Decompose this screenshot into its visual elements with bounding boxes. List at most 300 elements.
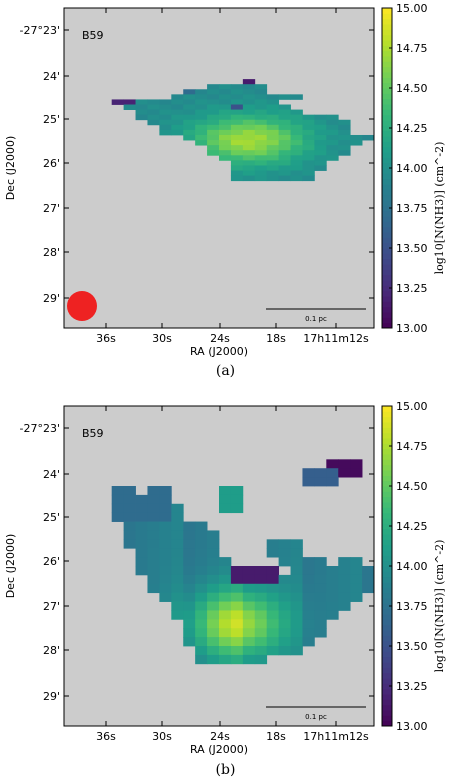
heatmap-cell bbox=[136, 548, 148, 557]
heatmap-cell bbox=[159, 130, 171, 135]
colorbar-segment bbox=[382, 189, 392, 195]
colorbar-tick-label: 13.75 bbox=[396, 600, 428, 613]
colorbar-tick-label: 13.00 bbox=[396, 720, 428, 733]
heatmap-cell bbox=[314, 130, 326, 135]
heatmap-cell bbox=[136, 495, 148, 504]
heatmap-cell bbox=[207, 115, 219, 120]
heatmap-cell bbox=[147, 584, 159, 593]
heatmap-cell bbox=[231, 566, 243, 575]
heatmap-cell bbox=[291, 584, 303, 593]
heatmap-cell bbox=[124, 486, 136, 495]
x-axis-label: RA (J2000) bbox=[189, 345, 249, 358]
heatmap-cell bbox=[207, 110, 219, 115]
heatmap-cell bbox=[219, 655, 231, 664]
x-tick-label: 24s bbox=[210, 730, 230, 743]
heatmap-cell bbox=[219, 130, 231, 135]
heatmap-cell bbox=[171, 120, 183, 125]
heatmap-cell bbox=[183, 628, 195, 637]
heatmap-cell bbox=[302, 160, 314, 165]
heatmap-cell bbox=[279, 619, 291, 628]
heatmap-cell bbox=[243, 125, 255, 130]
heatmap-cell bbox=[267, 637, 279, 646]
heatmap-cell bbox=[207, 99, 219, 104]
heatmap-cell bbox=[338, 120, 350, 125]
heatmap-cell bbox=[362, 584, 374, 593]
heatmap-cell bbox=[326, 115, 338, 120]
heatmap-cell bbox=[255, 610, 267, 619]
heatmap-cell bbox=[279, 120, 291, 125]
heatmap-cell bbox=[183, 522, 195, 531]
heatmap-cell bbox=[207, 548, 219, 557]
heatmap-cell bbox=[314, 125, 326, 130]
heatmap-cell bbox=[207, 130, 219, 135]
heatmap-cell bbox=[231, 160, 243, 165]
heatmap-cell bbox=[219, 155, 231, 160]
heatmap-cell bbox=[267, 610, 279, 619]
colorbar-segment bbox=[382, 433, 392, 439]
plot-area bbox=[64, 8, 374, 328]
heatmap-cell bbox=[147, 548, 159, 557]
heatmap-cell bbox=[159, 566, 171, 575]
heatmap-cell bbox=[171, 575, 183, 584]
heatmap-cell bbox=[279, 165, 291, 170]
colorbar-segment bbox=[382, 459, 392, 465]
beam-marker bbox=[67, 291, 97, 321]
colorbar-tick-label: 13.75 bbox=[396, 202, 428, 215]
colorbar-segment bbox=[382, 662, 392, 668]
heatmap-cell bbox=[267, 94, 279, 99]
heatmap-cell bbox=[243, 610, 255, 619]
heatmap-cell bbox=[195, 522, 207, 531]
heatmap-cell bbox=[219, 504, 231, 513]
heatmap-cell bbox=[171, 110, 183, 115]
heatmap-cell bbox=[338, 135, 350, 140]
heatmap-cell bbox=[183, 548, 195, 557]
colorbar-segment bbox=[382, 609, 392, 615]
heatmap-cell bbox=[159, 120, 171, 125]
heatmap-cell bbox=[350, 459, 362, 468]
heatmap-cell bbox=[243, 140, 255, 145]
heatmap-cell bbox=[112, 504, 124, 513]
heatmap-cell bbox=[302, 619, 314, 628]
heatmap-cell bbox=[183, 125, 195, 130]
heatmap-cell bbox=[291, 110, 303, 115]
colorbar-tick-label: 13.00 bbox=[396, 322, 428, 335]
heatmap-cell bbox=[267, 130, 279, 135]
heatmap-cell bbox=[338, 468, 350, 477]
heatmap-cell bbox=[314, 120, 326, 125]
colorbar-segment bbox=[382, 120, 392, 126]
colorbar-segment bbox=[382, 51, 392, 57]
heatmap-cell bbox=[183, 610, 195, 619]
heatmap-cell bbox=[207, 539, 219, 548]
heatmap-cell bbox=[159, 495, 171, 504]
heatmap-cell bbox=[255, 94, 267, 99]
heatmap-cell bbox=[207, 584, 219, 593]
heatmap-cell bbox=[243, 575, 255, 584]
heatmap-cell bbox=[219, 495, 231, 504]
heatmap-cell bbox=[314, 160, 326, 165]
heatmap-cell bbox=[171, 584, 183, 593]
colorbar-segment bbox=[382, 545, 392, 551]
colorbar-tick-label: 14.75 bbox=[396, 440, 428, 453]
heatmap-cell bbox=[195, 94, 207, 99]
heatmap-cell bbox=[279, 105, 291, 110]
heatmap-cell bbox=[171, 557, 183, 566]
heatmap-cell bbox=[279, 610, 291, 619]
colorbar-segment bbox=[382, 625, 392, 631]
heatmap-cell bbox=[314, 610, 326, 619]
heatmap-cell bbox=[147, 99, 159, 104]
heatmap-cell bbox=[326, 155, 338, 160]
heatmap-cell bbox=[207, 637, 219, 646]
colorbar-segment bbox=[382, 35, 392, 41]
heatmap-cell bbox=[124, 539, 136, 548]
heatmap-cell bbox=[326, 140, 338, 145]
heatmap-cell bbox=[171, 513, 183, 522]
heatmap-cell bbox=[195, 115, 207, 120]
heatmap-cell bbox=[362, 575, 374, 584]
heatmap-cell bbox=[267, 110, 279, 115]
heatmap-cell bbox=[314, 566, 326, 575]
heatmap-cell bbox=[231, 646, 243, 655]
heatmap-cell bbox=[171, 610, 183, 619]
heatmap-cell bbox=[279, 593, 291, 602]
colorbar-tick-label: 14.25 bbox=[396, 122, 428, 135]
y-tick-label: 29' bbox=[42, 292, 60, 305]
heatmap-cell bbox=[267, 602, 279, 611]
colorbar-tick-label: 15.00 bbox=[396, 400, 428, 413]
heatmap-cell bbox=[195, 99, 207, 104]
heatmap-cell bbox=[291, 150, 303, 155]
heatmap-cell bbox=[159, 530, 171, 539]
heatmap-cell bbox=[338, 140, 350, 145]
heatmap-cell bbox=[279, 115, 291, 120]
heatmap-cell bbox=[279, 94, 291, 99]
heatmap-cell bbox=[231, 486, 243, 495]
x-axis-label: RA (J2000) bbox=[189, 743, 249, 756]
heatmap-cell bbox=[136, 105, 148, 110]
heatmap-cell bbox=[302, 135, 314, 140]
heatmap-cell bbox=[302, 130, 314, 135]
heatmap-cell bbox=[326, 468, 338, 477]
heatmap-cell bbox=[243, 628, 255, 637]
heatmap-cell bbox=[338, 593, 350, 602]
heatmap-cell bbox=[314, 140, 326, 145]
colorbar-segment bbox=[382, 40, 392, 46]
heatmap-cell bbox=[231, 105, 243, 110]
heatmap-cell bbox=[112, 99, 124, 104]
heatmap-cell bbox=[255, 99, 267, 104]
heatmap-cell bbox=[279, 584, 291, 593]
heatmap-cell bbox=[159, 115, 171, 120]
colorbar-segment bbox=[382, 465, 392, 471]
heatmap-cell bbox=[195, 105, 207, 110]
heatmap-cell bbox=[195, 619, 207, 628]
heatmap-cell bbox=[291, 115, 303, 120]
heatmap-cell bbox=[243, 619, 255, 628]
heatmap-cell bbox=[255, 628, 267, 637]
heatmap-cell bbox=[314, 150, 326, 155]
heatmap-cell bbox=[219, 575, 231, 584]
heatmap-cell bbox=[231, 637, 243, 646]
heatmap-cell bbox=[302, 575, 314, 584]
colorbar-segment bbox=[382, 253, 392, 259]
heatmap-cell bbox=[350, 557, 362, 566]
colorbar-tick-label: 13.50 bbox=[396, 242, 428, 255]
heatmap-cell bbox=[159, 504, 171, 513]
colorbar-segment bbox=[382, 211, 392, 217]
heatmap-cell bbox=[302, 468, 314, 477]
colorbar-tick-label: 15.00 bbox=[396, 2, 428, 15]
heatmap-cell bbox=[136, 522, 148, 531]
heatmap-cell bbox=[279, 628, 291, 637]
object-label: B59 bbox=[82, 29, 104, 42]
heatmap-cell bbox=[219, 94, 231, 99]
heatmap-cell bbox=[147, 513, 159, 522]
colorbar-segment bbox=[382, 312, 392, 318]
heatmap-cell bbox=[243, 105, 255, 110]
heatmap-cell bbox=[267, 160, 279, 165]
heatmap-cell bbox=[255, 575, 267, 584]
heatmap-cell bbox=[302, 171, 314, 176]
colorbar-segment bbox=[382, 694, 392, 700]
heatmap-cell bbox=[171, 602, 183, 611]
heatmap-cell bbox=[159, 593, 171, 602]
plot-background bbox=[64, 8, 374, 328]
y-tick-label: -27°23' bbox=[19, 422, 60, 435]
heatmap-cell bbox=[147, 495, 159, 504]
heatmap-cell bbox=[267, 125, 279, 130]
heatmap-cell bbox=[231, 619, 243, 628]
heatmap-cell bbox=[147, 566, 159, 575]
heatmap-cell bbox=[219, 140, 231, 145]
colorbar-segment bbox=[382, 518, 392, 524]
heatmap-cell bbox=[255, 135, 267, 140]
heatmap-cell bbox=[183, 637, 195, 646]
heatmap-cell bbox=[219, 145, 231, 150]
colorbar-segment bbox=[382, 673, 392, 679]
heatmap-cell bbox=[302, 140, 314, 145]
colorbar-segment bbox=[382, 491, 392, 497]
colorbar-segment bbox=[382, 651, 392, 657]
colorbar-segment bbox=[382, 598, 392, 604]
heatmap-cell bbox=[291, 593, 303, 602]
heatmap-cell bbox=[195, 628, 207, 637]
heatmap-cell bbox=[231, 115, 243, 120]
heatmap-cell bbox=[291, 575, 303, 584]
heatmap-cell bbox=[314, 619, 326, 628]
colorbar-segment bbox=[382, 56, 392, 62]
colorbar-segment bbox=[382, 689, 392, 695]
heatmap-cell bbox=[243, 176, 255, 181]
heatmap-cell bbox=[183, 115, 195, 120]
colorbar-segment bbox=[382, 587, 392, 593]
heatmap-cell bbox=[243, 602, 255, 611]
heatmap-cell bbox=[243, 115, 255, 120]
colorbar-segment bbox=[382, 486, 392, 492]
colorbar-segment bbox=[382, 280, 392, 286]
colorbar-tick-label: 13.25 bbox=[396, 680, 428, 693]
x-tick-label: 17h11m12s bbox=[303, 332, 369, 345]
colorbar-segment bbox=[382, 104, 392, 110]
heatmap-cell bbox=[231, 130, 243, 135]
heatmap-cell bbox=[171, 530, 183, 539]
heatmap-cell bbox=[279, 575, 291, 584]
heatmap-cell bbox=[195, 140, 207, 145]
colorbar-segment bbox=[382, 555, 392, 561]
x-tick-label: 18s bbox=[266, 332, 286, 345]
plot-area bbox=[64, 406, 374, 726]
heatmap-cell bbox=[183, 593, 195, 602]
heatmap-cell bbox=[326, 566, 338, 575]
heatmap-cell bbox=[255, 165, 267, 170]
heatmap-cell bbox=[219, 110, 231, 115]
heatmap-cell bbox=[112, 486, 124, 495]
heatmap-cell bbox=[219, 99, 231, 104]
heatmap-cell bbox=[183, 135, 195, 140]
heatmap-cell bbox=[255, 171, 267, 176]
heatmap-cell bbox=[267, 165, 279, 170]
heatmap-cell bbox=[207, 610, 219, 619]
heatmap-cell bbox=[207, 84, 219, 89]
heatmap-cell bbox=[255, 155, 267, 160]
colorbar-segment bbox=[382, 24, 392, 30]
heatmap-cell bbox=[183, 619, 195, 628]
heatmap-cell bbox=[207, 566, 219, 575]
heatmap-cell bbox=[255, 160, 267, 165]
y-tick-label: 28' bbox=[42, 644, 60, 657]
heatmap-cell bbox=[302, 584, 314, 593]
heatmap-cell bbox=[255, 584, 267, 593]
heatmap-cell bbox=[159, 486, 171, 495]
heatmap-cell bbox=[207, 646, 219, 655]
colorbar-segment bbox=[382, 577, 392, 583]
heatmap-cell bbox=[255, 130, 267, 135]
heatmap-cell bbox=[231, 176, 243, 181]
heatmap-cell bbox=[243, 130, 255, 135]
colorbar-segment bbox=[382, 109, 392, 115]
heatmap-cell bbox=[136, 539, 148, 548]
colorbar-segment bbox=[382, 427, 392, 433]
heatmap-cell bbox=[243, 84, 255, 89]
heatmap-cell bbox=[195, 655, 207, 664]
heatmap-cell bbox=[124, 105, 136, 110]
x-tick-label: 30s bbox=[152, 730, 172, 743]
heatmap-cell bbox=[171, 539, 183, 548]
heatmap-cell bbox=[195, 89, 207, 94]
y-tick-label: 28' bbox=[42, 246, 60, 259]
colorbar-segment bbox=[382, 406, 392, 412]
colorbar-label: log10[N(NH3)] (cm^-2) bbox=[433, 141, 446, 275]
heatmap-cell bbox=[171, 130, 183, 135]
heatmap-cell bbox=[243, 110, 255, 115]
heatmap-cell bbox=[267, 150, 279, 155]
heatmap-cell bbox=[195, 593, 207, 602]
heatmap-cell bbox=[291, 602, 303, 611]
heatmap-cell bbox=[291, 135, 303, 140]
colorbar-segment bbox=[382, 275, 392, 281]
heatmap-cell bbox=[362, 566, 374, 575]
colorbar bbox=[382, 400, 428, 733]
heatmap-cell bbox=[171, 99, 183, 104]
panel-b bbox=[0, 398, 451, 758]
heatmap-cell bbox=[291, 628, 303, 637]
scale-bar-label: 0.1 pc bbox=[305, 315, 327, 323]
heatmap-cell bbox=[243, 655, 255, 664]
heatmap-cell bbox=[231, 145, 243, 150]
heatmap-cell bbox=[195, 120, 207, 125]
heatmap-cell bbox=[326, 584, 338, 593]
heatmap-cell bbox=[267, 155, 279, 160]
colorbar-segment bbox=[382, 221, 392, 227]
heatmap-cell bbox=[243, 155, 255, 160]
heatmap-cell bbox=[231, 495, 243, 504]
colorbar-segment bbox=[382, 136, 392, 142]
heatmap-cell bbox=[255, 646, 267, 655]
heatmap-cell bbox=[124, 99, 136, 104]
colorbar-tick-label: 14.00 bbox=[396, 162, 428, 175]
heatmap-cell bbox=[207, 628, 219, 637]
heatmap-cell bbox=[219, 602, 231, 611]
heatmap-cell bbox=[159, 99, 171, 104]
heatmap-cell bbox=[147, 504, 159, 513]
heatmap-cell bbox=[195, 548, 207, 557]
heatmap-cell bbox=[291, 125, 303, 130]
heatmap-cell bbox=[231, 135, 243, 140]
colorbar-segment bbox=[382, 667, 392, 673]
heatmap-cell bbox=[314, 165, 326, 170]
heatmap-cell bbox=[302, 593, 314, 602]
heatmap-cell bbox=[267, 575, 279, 584]
colorbar bbox=[382, 2, 428, 335]
heatmap-cell bbox=[243, 120, 255, 125]
colorbar-segment bbox=[382, 646, 392, 652]
heatmap-cell bbox=[147, 530, 159, 539]
heatmap-cell bbox=[267, 120, 279, 125]
heatmap-cell bbox=[267, 115, 279, 120]
heatmap-cell bbox=[195, 110, 207, 115]
colorbar-segment bbox=[382, 131, 392, 137]
heatmap-cell bbox=[219, 628, 231, 637]
heatmap-cell bbox=[255, 655, 267, 664]
heatmap-cell bbox=[159, 584, 171, 593]
colorbar-segment bbox=[382, 173, 392, 179]
heatmap-cell bbox=[291, 619, 303, 628]
heatmap-cell bbox=[136, 115, 148, 120]
heatmap-cell bbox=[302, 477, 314, 486]
heatmap-cell bbox=[195, 646, 207, 655]
heatmap-cell bbox=[314, 628, 326, 637]
heatmap-cell bbox=[243, 79, 255, 84]
colorbar-tick-label: 14.75 bbox=[396, 42, 428, 55]
y-tick-label: 25' bbox=[42, 113, 60, 126]
y-tick-label: 26' bbox=[42, 157, 60, 170]
heatmap-cell bbox=[243, 94, 255, 99]
heatmap-cell bbox=[159, 125, 171, 130]
y-tick-label: 29' bbox=[42, 690, 60, 703]
colorbar-segment bbox=[382, 438, 392, 444]
colorbar-segment bbox=[382, 497, 392, 503]
heatmap-cell bbox=[219, 115, 231, 120]
heatmap-cell bbox=[231, 99, 243, 104]
heatmap-cell bbox=[326, 593, 338, 602]
heatmap-cell bbox=[136, 513, 148, 522]
heatmap-cell bbox=[291, 165, 303, 170]
colorbar-segment bbox=[382, 227, 392, 233]
heatmap-cell bbox=[338, 557, 350, 566]
heatmap-cell bbox=[231, 125, 243, 130]
